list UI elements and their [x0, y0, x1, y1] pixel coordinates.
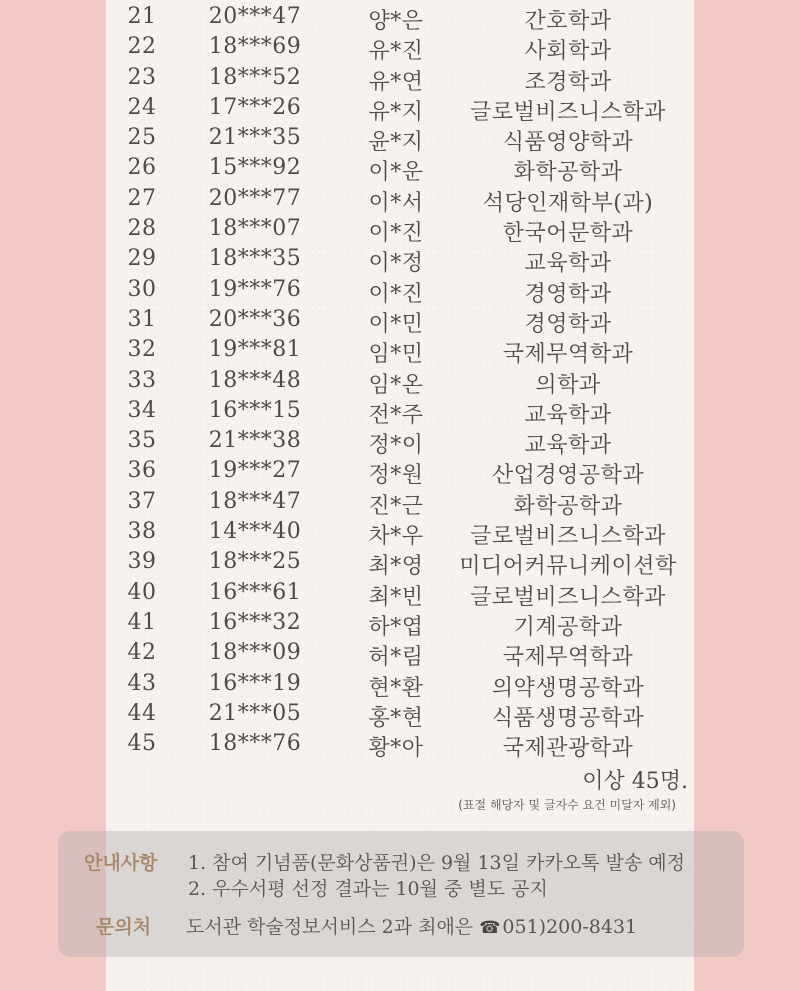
winner-row — [0, 335, 800, 368]
department: 교육학과 — [524, 402, 612, 428]
student-id: 18***09 — [208, 640, 302, 666]
student-name: 임*민 — [368, 342, 424, 368]
winner-row — [0, 487, 800, 517]
department: 화학공학과 — [513, 493, 623, 519]
student-id: 19***27 — [208, 458, 302, 484]
notice-box — [58, 831, 744, 957]
winner-row — [0, 669, 800, 699]
winner-number: 45 — [127, 731, 157, 757]
winner-number: 34 — [127, 397, 157, 423]
student-id: 20***47 — [208, 4, 302, 29]
student-id: 18***76 — [208, 731, 302, 757]
department: 식품영양학과 — [502, 130, 634, 156]
department: 의약생명공학과 — [491, 675, 645, 701]
student-id: 16***15 — [208, 397, 302, 423]
student-id: 21***38 — [208, 428, 302, 454]
winner-row — [0, 2, 800, 32]
student-name: 임*온 — [368, 372, 424, 398]
student-id: 16***19 — [208, 670, 302, 696]
winner-number: 30 — [127, 276, 157, 302]
winner-number: 36 — [127, 458, 157, 484]
winner-number: 27 — [127, 185, 157, 211]
winner-number: 35 — [127, 428, 157, 454]
student-name: 윤*지 — [368, 130, 424, 156]
department: 국제무역학과 — [502, 645, 634, 671]
student-name: 허*림 — [368, 645, 424, 671]
student-id: 18***35 — [208, 246, 302, 272]
notice-line-1: 1. 참여 기념품(문화상품권)은 9월 13일 카카오톡 발송 예정 — [188, 852, 685, 874]
student-name: 최*영 — [368, 554, 424, 580]
department: 사회학과 — [524, 39, 612, 65]
winner-row — [0, 426, 800, 459]
department: 교육학과 — [524, 433, 612, 459]
winner-row — [0, 396, 800, 426]
phone-icon: ☎ — [479, 918, 501, 938]
winner-row — [0, 123, 800, 156]
department: 한국어문학과 — [502, 221, 634, 247]
student-name: 유*지 — [368, 99, 424, 125]
winner-number: 29 — [127, 246, 157, 272]
winner-row — [0, 153, 800, 186]
winner-number: 43 — [127, 670, 157, 696]
winner-row — [0, 729, 800, 762]
winner-number: 24 — [127, 94, 157, 120]
winner-number: 42 — [127, 640, 157, 666]
department: 글로벌비즈니스학과 — [470, 99, 666, 125]
winner-number: 25 — [127, 125, 157, 151]
student-name: 이*민 — [368, 311, 424, 337]
student-id: 18***47 — [208, 488, 302, 514]
winner-number: 39 — [127, 549, 157, 575]
student-name: 양*은 — [368, 9, 424, 34]
student-id: 18***52 — [208, 64, 302, 90]
department: 의학과 — [535, 372, 601, 398]
winner-number: 44 — [127, 700, 157, 726]
department: 산업경영공학과 — [491, 463, 645, 489]
department: 석당인재학부(과) — [482, 190, 654, 216]
winner-number: 26 — [127, 155, 157, 181]
department: 국제무역학과 — [502, 342, 634, 368]
student-name: 홍*현 — [368, 705, 424, 731]
winner-row — [0, 456, 800, 489]
winner-row — [0, 63, 800, 93]
winner-number: 41 — [127, 609, 157, 635]
student-id: 19***76 — [208, 276, 302, 302]
student-name: 최*빈 — [368, 584, 424, 610]
winner-row — [0, 275, 800, 305]
student-name: 이*진 — [368, 221, 424, 247]
winner-number: 31 — [127, 306, 157, 332]
department: 기계공학과 — [513, 614, 623, 640]
student-name: 현*환 — [368, 675, 424, 701]
notice-label: 안내사항 — [84, 852, 158, 874]
student-id: 18***69 — [208, 34, 302, 60]
student-id: 21***05 — [208, 700, 302, 726]
winner-row — [0, 366, 800, 396]
winner-row — [0, 578, 800, 608]
student-id: 16***32 — [208, 609, 302, 635]
winner-row — [0, 244, 800, 277]
winner-row — [0, 608, 800, 638]
student-name: 이*진 — [368, 281, 424, 307]
department: 교육학과 — [524, 251, 612, 277]
department: 글로벌비즈니스학과 — [470, 584, 666, 610]
student-name: 이*서 — [368, 190, 424, 216]
department: 글로벌비즈니스학과 — [470, 524, 666, 550]
total-count: 이상 45명. — [582, 769, 688, 794]
winners-list — [0, 2, 800, 762]
winner-row — [0, 93, 800, 123]
student-name: 하*엽 — [368, 614, 424, 640]
student-id: 14***40 — [208, 519, 302, 545]
student-name: 차*우 — [368, 524, 424, 550]
student-id: 18***48 — [208, 367, 302, 393]
winner-row — [0, 699, 800, 729]
winner-number: 33 — [127, 367, 157, 393]
winner-number: 32 — [127, 337, 157, 363]
student-id: 16***61 — [208, 579, 302, 605]
student-name: 유*진 — [368, 39, 424, 65]
student-name: 정*원 — [368, 463, 424, 489]
student-id: 21***35 — [208, 125, 302, 151]
exclusion-note: (표절 해당자 및 글자수 요건 미달자 제외) — [458, 798, 676, 812]
student-id: 17***26 — [208, 94, 302, 120]
contact-line — [186, 912, 637, 939]
winner-number: 23 — [127, 64, 157, 90]
student-id: 20***36 — [208, 306, 302, 332]
contact-department: 도서관 학술정보서비스 2과 최애은 — [186, 916, 474, 938]
student-id: 18***07 — [208, 216, 302, 242]
department: 간호학과 — [524, 9, 612, 34]
department: 미디어커뮤니케이션학 — [459, 554, 677, 580]
student-id: 19***81 — [208, 337, 302, 363]
department: 식품생명공학과 — [491, 705, 645, 731]
winner-row — [0, 517, 800, 550]
winner-row — [0, 547, 800, 580]
contact-phone: 051)200-8431 — [502, 916, 638, 938]
department: 화학공학과 — [513, 160, 623, 186]
winner-row — [0, 32, 800, 65]
notice-line-2: 2. 우수서평 선정 결과는 10월 중 별도 공지 — [188, 878, 548, 900]
winner-number: 38 — [127, 519, 157, 545]
student-name: 전*주 — [368, 402, 424, 428]
student-name: 황*아 — [368, 736, 424, 762]
student-id: 15***92 — [208, 155, 302, 181]
student-name: 유*연 — [368, 69, 424, 95]
winner-number: 21 — [127, 4, 157, 29]
student-id: 18***25 — [208, 549, 302, 575]
student-name: 이*운 — [368, 160, 424, 186]
winner-row — [0, 214, 800, 247]
winner-number: 40 — [127, 579, 157, 605]
contact-label: 문의처 — [96, 916, 152, 938]
winner-number: 28 — [127, 216, 157, 242]
winner-row — [0, 184, 800, 214]
winner-number: 37 — [127, 488, 157, 514]
student-id: 20***77 — [208, 185, 302, 211]
student-name: 이*정 — [368, 251, 424, 277]
department: 조경학과 — [524, 69, 612, 95]
winner-number: 22 — [127, 34, 157, 60]
winner-row — [0, 638, 800, 671]
department: 경영학과 — [524, 311, 612, 337]
department: 국제관광학과 — [502, 736, 634, 762]
winner-row — [0, 305, 800, 335]
student-name: 정*이 — [368, 433, 424, 459]
department: 경영학과 — [524, 281, 612, 307]
student-name: 진*근 — [368, 493, 424, 519]
